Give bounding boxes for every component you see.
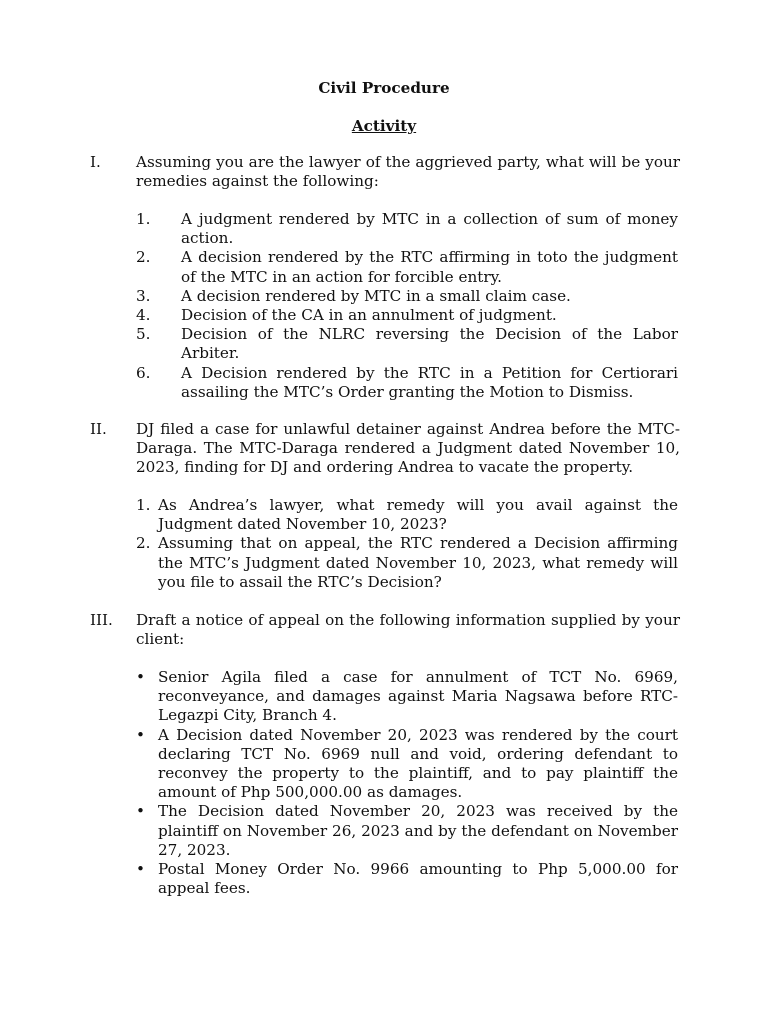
list-item	[136, 210, 678, 248]
list-item	[136, 286, 678, 306]
section-2-question: DJ filed a case for unlawful detainer against Andrea before the MTC-Daraga. The MTC-Daraga rendered a Judgment dated November 10, 2023, finding for DJ and ordering Andrea to vacate the property.	[136, 420, 680, 477]
section-1-numeral: I.	[90, 153, 101, 171]
section-3-list	[136, 668, 678, 898]
list-item-text: A judgment rendered by MTC in a collection of sum of money action.	[181, 210, 678, 248]
list-item-number: 3.	[136, 286, 151, 305]
section-2-numeral: II.	[90, 420, 107, 438]
list-item	[136, 248, 678, 286]
section-1	[90, 153, 680, 191]
list-item	[136, 860, 678, 898]
bullet-icon: •	[136, 668, 145, 686]
section-3-question: Draft a notice of appeal on the following information supplied by your client:	[136, 611, 680, 649]
list-item-text: Senior Agila filed a case for annulment of TCT No. 6969, reconveyance, and damages against Maria Nagsawa before RTC-Legazpi City, Branch 4.	[158, 668, 678, 725]
list-item	[136, 802, 678, 860]
list-item-number: 5.	[136, 325, 151, 344]
bullet-icon: •	[136, 725, 145, 744]
list-item-text: Decision of the NLRC reversing the Decision of the Labor Arbiter.	[181, 325, 678, 363]
list-item	[136, 325, 678, 363]
section-2-list	[136, 496, 678, 592]
list-item	[136, 534, 678, 592]
list-item	[136, 363, 678, 402]
list-item-text: As Andrea’s lawyer, what remedy will you avail against the Judgment dated November 10, 2023?	[158, 496, 678, 534]
list-item-number: 1.	[136, 496, 151, 514]
list-item-number: 2.	[136, 534, 151, 553]
section-3	[90, 611, 680, 649]
list-item	[136, 306, 678, 325]
document-title: Civil Procedure	[318, 79, 450, 97]
document-subtitle: Activity	[351, 117, 417, 135]
list-item-text: A Decision rendered by the RTC in a Petition for Certiorari assailing the MTC’s Order granting the Motion to Dismiss.	[181, 363, 678, 401]
list-item-text: Postal Money Order No. 9966 amounting to Php 5,000.00 for appeal fees.	[158, 860, 678, 898]
list-item	[136, 668, 678, 726]
section-1-question: Assuming you are the lawyer of the aggrieved party, what will be your remedies against the following:	[136, 153, 680, 191]
list-item	[136, 725, 678, 803]
list-item-text: Decision of the CA in an annulment of judgment.	[181, 306, 557, 325]
list-item-number: 6.	[136, 363, 151, 382]
list-item-number: 1.	[136, 210, 151, 228]
bullet-icon: •	[136, 802, 145, 821]
bullet-icon: •	[136, 860, 145, 879]
section-1-list	[136, 210, 678, 402]
list-item-text: A decision rendered by MTC in a small claim case.	[181, 286, 571, 305]
section-3-numeral: III.	[90, 611, 113, 629]
section-2	[90, 420, 680, 478]
list-item-number: 2.	[136, 248, 151, 267]
list-item-text: A decision rendered by the RTC affirming in toto the judgment of the MTC in an action for forcible entry.	[181, 248, 678, 286]
list-item-text: A Decision dated November 20, 2023 was rendered by the court declaring TCT No. 6969 null and void, ordering defendant to reconvey the property to the plaintiff, and to pay plaintiff the amount of Php 500,000.00 as damages.	[158, 725, 678, 802]
list-item	[136, 496, 678, 534]
list-item-text: The Decision dated November 20, 2023 was received by the plaintiff on November 26, 2023 and by the defendant on November 27, 2023.	[158, 802, 678, 859]
list-item-text: Assuming that on appeal, the RTC rendered a Decision affirming the MTC’s Judgment dated November 10, 2023, what remedy will you file to assail the RTC’s Decision?	[158, 534, 678, 591]
list-item-number: 4.	[136, 306, 151, 325]
